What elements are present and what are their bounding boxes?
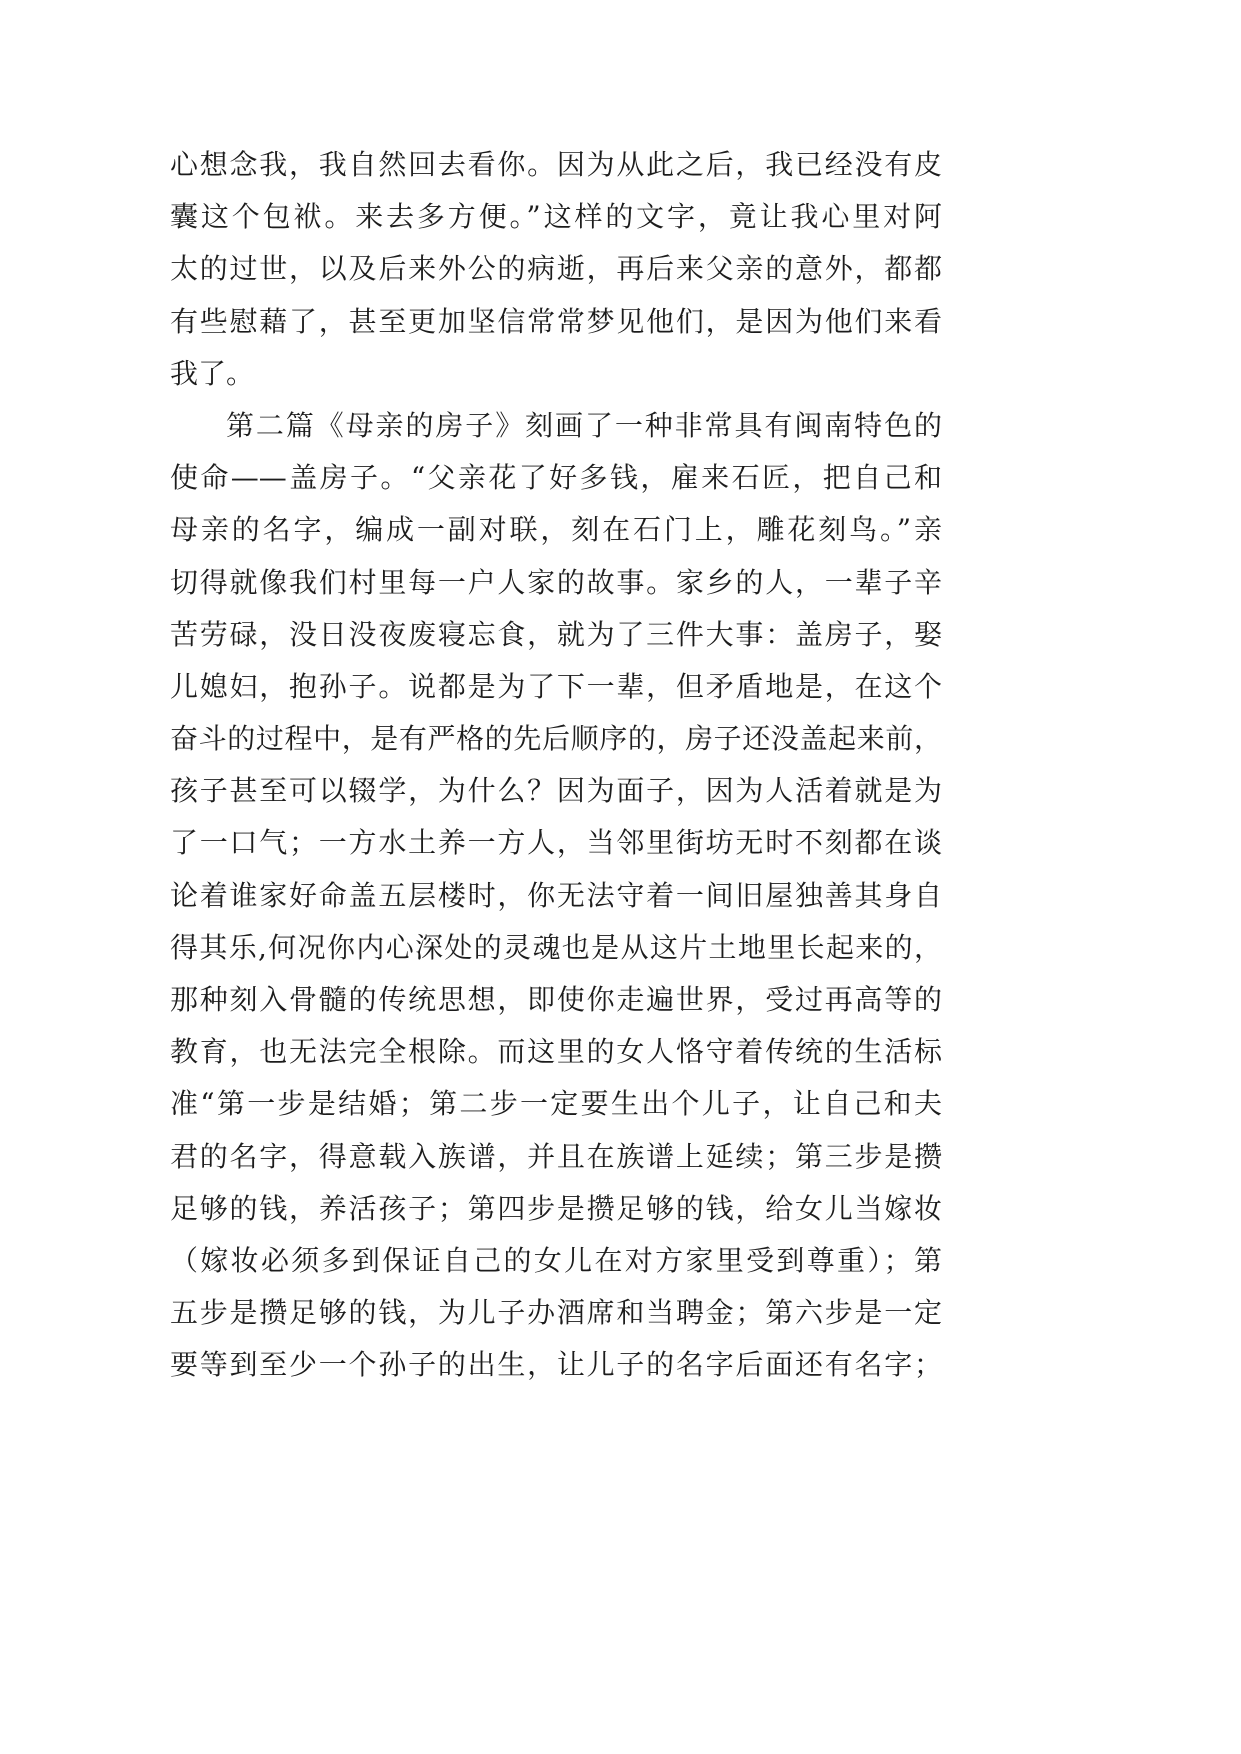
text-line: 五步是攒足够的钱，为儿子办酒席和当聘金；第六步是一定: [170, 1296, 942, 1330]
paragraph: [170, 139, 942, 400]
text-line: 教育，也无法完全根除。而这里的女人恪守着传统的生活标: [170, 1035, 942, 1069]
body-text: [170, 139, 942, 1392]
text-line: 心想念我，我自然回去看你。因为从此之后，我已经没有皮: [170, 148, 942, 181]
text-line: 使命——盖房子。“父亲花了好多钱，雇来石匠，把自己和: [170, 461, 942, 495]
text-line: 切得就像我们村里每一户人家的故事。家乡的人，一辈子辛: [170, 565, 942, 599]
text-line: 囊这个包袱。来去多方便。”这样的文字，竟让我心里对阿: [170, 200, 942, 234]
text-line: 那种刻入骨髓的传统思想，即使你走遍世界，受过再高等的: [170, 983, 942, 1016]
text-line: 儿媳妇，抱孙子。说都是为了下一辈，但矛盾地是，在这个: [170, 669, 942, 703]
text-line: 了一口气；一方水土养一方人，当邻里街坊无时不刻都在谈: [170, 826, 942, 860]
text-line: 要等到至少一个孙子的出生，让儿子的名字后面还有名字；: [170, 1348, 942, 1382]
text-line: 我了。: [170, 356, 255, 390]
text-line: 得其乐,何况你内心深处的灵魂也是从这片土地里长起来的，: [170, 930, 942, 964]
text-line: 第二篇《母亲的房子》刻画了一种非常具有闽南特色的: [226, 408, 942, 442]
text-line: 足够的钱，养活孩子；第四步是攒足够的钱，给女儿当嫁妆: [170, 1191, 942, 1225]
text-line: （嫁妆必须多到保证自己的女儿在对方家里受到尊重）；第: [170, 1243, 942, 1277]
text-line: 母亲的名字，编成一副对联，刻在石门上，雕花刻鸟。”亲: [170, 513, 942, 547]
text-line: 太的过世，以及后来外公的病逝，再后来父亲的意外，都都: [170, 252, 942, 286]
text-line: 有些慰藉了，甚至更加坚信常常梦见他们，是因为他们来看: [170, 304, 942, 338]
text-line: 孩子甚至可以辍学，为什么？因为面子，因为人活着就是为: [170, 774, 942, 808]
text-line: 奋斗的过程中，是有严格的先后顺序的，房子还没盖起来前，: [170, 722, 942, 756]
paragraph: [170, 400, 942, 1392]
text-line: 准“第一步是结婚；第二步一定要生出个儿子，让自己和夫: [170, 1087, 942, 1121]
text-line: 论着谁家好命盖五层楼时，你无法守着一间旧屋独善其身自: [170, 878, 942, 912]
text-line: 君的名字，得意载入族谱，并且在族谱上延续；第三步是攒: [170, 1139, 942, 1173]
text-line: 苦劳碌，没日没夜废寝忘食，就为了三件大事：盖房子，娶: [170, 617, 942, 651]
